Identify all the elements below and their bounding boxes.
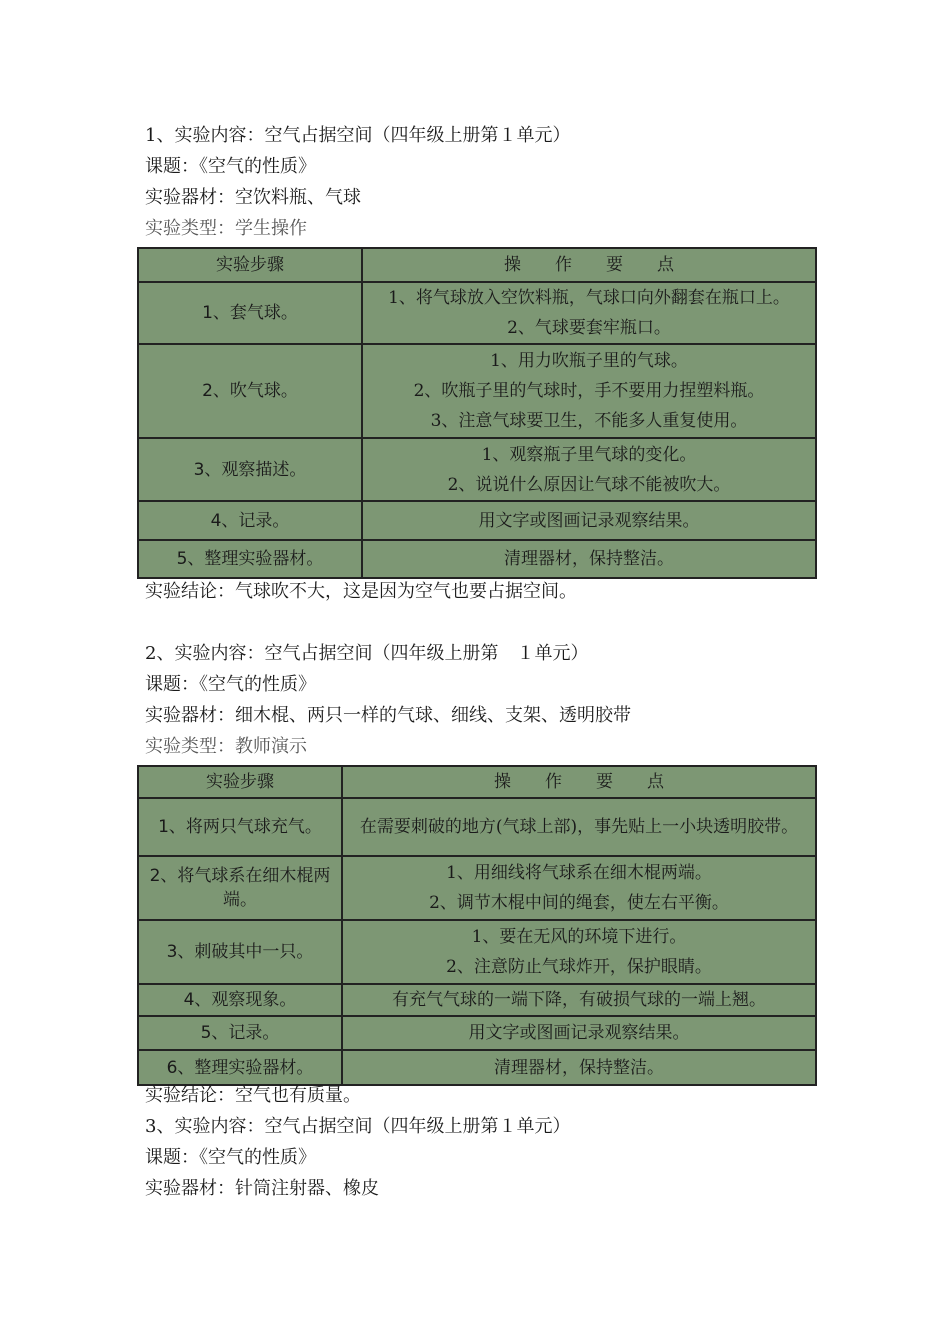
point-text: 1、用细线将气球系在细木棍两端。 [446, 863, 712, 883]
section2-topic: 课题：《空气的性质》 [145, 674, 316, 695]
step-cell: 5、整理实验器材。 [138, 540, 362, 578]
points-cell: 清理器材，保持整洁。 [362, 540, 816, 578]
point-text: 2、吹瓶子里的气球时，手不要用力捏塑料瓶。 [413, 381, 765, 401]
point-text: 1、将气球放入空饮料瓶，气球口向外翻套在瓶口上。 [388, 288, 790, 308]
section2-type: 实验类型：教师演示 [145, 736, 307, 757]
header-step: 实验步骤 [138, 766, 342, 798]
section2-content: 2、实验内容：空气占据空间（四年级上册第 １单元） [145, 643, 589, 664]
section1-type: 实验类型：学生操作 [145, 218, 307, 239]
step-cell: 5、记录。 [138, 1016, 342, 1050]
point-text: 1、观察瓶子里气球的变化。 [481, 444, 697, 465]
table-row [138, 1016, 816, 1050]
table-header-row [138, 248, 816, 282]
step-cell: 2、将气球系在细木棍两端。 [138, 856, 342, 920]
section1-table [137, 247, 817, 579]
step-cell: 3、刺破其中一只。 [138, 920, 342, 984]
header-points: 操 作 要 点 [342, 766, 816, 798]
point-text: 1、要在无风的环境下进行。 [471, 927, 687, 947]
table-row [138, 438, 816, 501]
table-row [138, 798, 816, 856]
step-cell: 3、观察描述。 [138, 438, 362, 501]
step-cell: 1、将两只气球充气。 [138, 798, 342, 856]
point-text: 3、注意气球要卫生，不能多人重复使用。 [430, 411, 748, 431]
section1-materials: 实验器材：空饮料瓶、气球 [145, 187, 361, 208]
point-text: 1、用力吹瓶子里的气球。 [490, 351, 688, 371]
section2-conclusion: 实验结论：空气也有质量。 [145, 1085, 361, 1106]
points-cell: 有充气气球的一端下降，有破损气球的一端上翘。 [342, 984, 816, 1016]
table-row [138, 282, 816, 344]
step-cell: 2、吹气球。 [138, 344, 362, 438]
section3-content: 3、实验内容：空气占据空间（四年级上册第１单元） [145, 1116, 571, 1137]
table-row [138, 501, 816, 540]
section1-topic: 课题：《空气的性质》 [145, 156, 316, 177]
section3-materials: 实验器材：针筒注射器、橡皮 [145, 1178, 379, 1199]
points-cell [362, 344, 816, 438]
point-text: 2、注意防止气球炸开，保护眼睛。 [446, 957, 712, 977]
table-row [138, 920, 816, 984]
section2-table [137, 765, 817, 1086]
points-cell: 用文字或图画记录观察结果。 [342, 1016, 816, 1050]
table-row [138, 540, 816, 578]
table-row [138, 344, 816, 438]
table-row [138, 856, 816, 920]
section1-conclusion: 实验结论：气球吹不大，这是因为空气也要占据空间。 [145, 581, 577, 602]
section3-topic: 课题：《空气的性质》 [145, 1147, 316, 1168]
step-cell: 4、记录。 [138, 501, 362, 540]
table-row [138, 984, 816, 1016]
points-cell [362, 438, 816, 501]
point-text: 2、调节木棍中间的绳套，使左右平衡。 [429, 893, 729, 913]
table-header-row [138, 766, 816, 798]
step-cell: 6、整理实验器材。 [138, 1050, 342, 1085]
section2-materials: 实验器材：细木棍、两只一样的气球、细线、支架、透明胶带 [145, 705, 631, 726]
points-cell: 清理器材，保持整洁。 [342, 1050, 816, 1085]
point-text: 2、气球要套牢瓶口。 [507, 318, 671, 338]
step-cell: 4、观察现象。 [138, 984, 342, 1016]
points-cell [342, 856, 816, 920]
step-cell: 1、套气球。 [138, 282, 362, 344]
points-cell [362, 282, 816, 344]
section1-content: 1、实验内容：空气占据空间（四年级上册第１单元） [145, 125, 571, 146]
table-row [138, 1050, 816, 1085]
points-cell: 在需要刺破的地方(气球上部)，事先贴上一小块透明胶带。 [342, 798, 816, 856]
header-step: 实验步骤 [138, 248, 362, 282]
header-points: 操 作 要 点 [362, 248, 816, 282]
points-cell: 用文字或图画记录观察结果。 [362, 501, 816, 540]
point-text: 2、说说什么原因让气球不能被吹大。 [447, 474, 731, 495]
points-cell [342, 920, 816, 984]
